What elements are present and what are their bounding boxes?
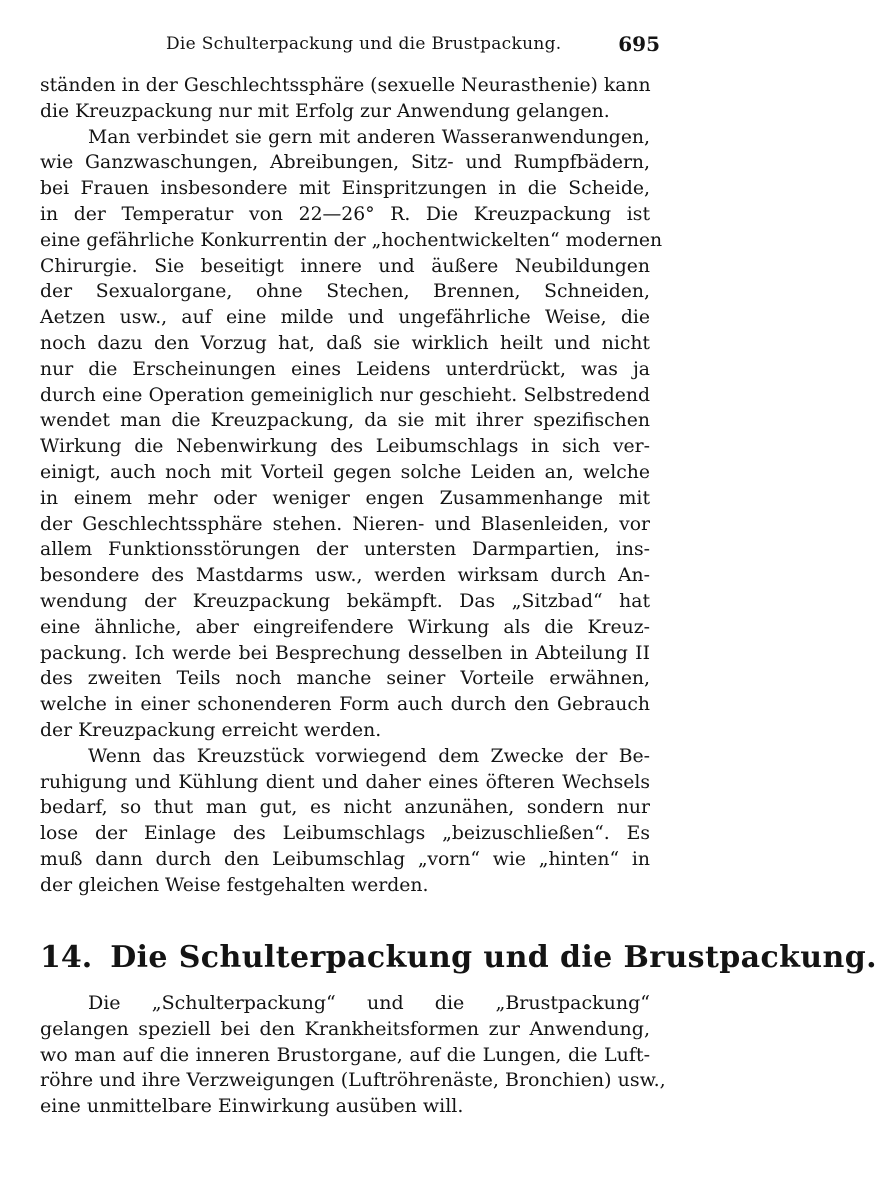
text-line: eine gefährliche Konkurrentin der „hochentwickelten“ modernen — [40, 229, 663, 251]
section-title: Die Schulterpackung und die Brustpackung. — [110, 940, 877, 975]
text-line: der Sexualorgane, ohne Stechen, Brennen, Schneiden, — [40, 281, 650, 303]
text-line: ruhigung und Kühlung dient und daher eines öfteren Wechsels — [40, 771, 650, 793]
text-line: ständen in der Geschlechtssphäre (sexuelle Neurasthenie) kann — [40, 75, 651, 96]
text-line: Aetzen usw., auf eine milde und ungefährliche Weise, die — [40, 307, 650, 329]
text-line: Wirkung die Nebenwirkung des Leibumschlags in sich ver- — [40, 436, 650, 458]
text-line: eine unmittelbare Einwirkung ausüben will. — [40, 1095, 464, 1118]
text-line: allem Funktionsstörungen der untersten Darmpartien, ins- — [40, 539, 650, 561]
text-line: durch eine Operation gemeiniglich nur geschieht. Selbstredend — [40, 384, 650, 406]
text-line: gelangen speziell bei den Krankheitsformen zur Anwendung, — [40, 1017, 650, 1040]
text-line: der Geschlechtssphäre stehen. Nieren- und Blasenleiden, vor — [40, 513, 650, 535]
text-line: packung. Ich werde bei Besprechung desselben in Abteilung II — [40, 642, 650, 664]
text-line: des zweiten Teils noch manche seiner Vorteile erwähnen, — [40, 668, 650, 690]
text-line: muß dann durch den Leibumschlag „vorn“ wie „hinten“ in — [40, 848, 650, 870]
text-line: Wenn das Kreuzstück vorwiegend dem Zwecke der Be- — [88, 745, 650, 767]
text-line: welche in einer schonenderen Form auch durch den Gebrauch — [40, 694, 650, 716]
text-line: wendung der Kreuzpackung bekämpft. Das „Sitzbad“ hat — [40, 590, 650, 612]
text-line: wie Ganzwaschungen, Abreibungen, Sitz- und Rumpfbädern, — [40, 152, 650, 174]
text-line: noch dazu den Vorzug hat, daß sie wirklich heilt und nicht — [40, 332, 650, 354]
running-head-title: Die Schulterpackung und die Brustpackung. — [166, 34, 562, 54]
section-number: 14. — [40, 940, 93, 975]
text-line: der gleichen Weise festgehalten werden. — [40, 874, 429, 896]
page-number: 695 — [618, 32, 660, 56]
text-line: bei Frauen insbesondere mit Einspritzungen in die Scheide, — [40, 178, 650, 200]
text-line: einigt, auch noch mit Vorteil gegen solche Leiden an, welche — [40, 461, 650, 483]
text-line: in einem mehr oder weniger engen Zusammenhange mit — [40, 487, 650, 509]
text-line: nur die Erscheinungen eines Leidens unterdrückt, was ja — [40, 358, 650, 380]
text-line: röhre und ihre Verzweigungen (Luftröhrenäste, Bronchien) usw., — [40, 1069, 666, 1092]
text-line: wendet man die Kreuzpackung, da sie mit ihrer spezifischen — [40, 410, 650, 432]
body-text — [40, 73, 663, 899]
text-line: besondere des Mastdarms usw., werden wirksam durch An- — [40, 565, 650, 587]
section-heading — [40, 940, 877, 984]
text-line: Man verbindet sie gern mit anderen Wasseranwendungen, — [88, 126, 650, 148]
text-line: die Kreuzpackung nur mit Erfolg zur Anwendung gelangen. — [40, 100, 610, 122]
text-line: lose der Einlage des Leibumschlags „beizuschließen“. Es — [40, 823, 650, 845]
text-line: bedarf, so thut man gut, es nicht anzunähen, sondern nur — [40, 797, 650, 819]
text-line: Die „Schulterpackung“ und die „Brustpackung“ — [88, 992, 650, 1014]
text-line: der Kreuzpackung erreicht werden. — [40, 719, 382, 741]
running-head — [40, 34, 660, 60]
text-line: eine ähnliche, aber eingreifendere Wirkung als die Kreuz- — [40, 616, 650, 638]
section-text — [40, 991, 666, 1120]
text-line: Chirurgie. Sie beseitigt innere und äußere Neubildungen — [40, 255, 650, 277]
text-line: wo man auf die inneren Brustorgane, auf die Lungen, die Luft- — [40, 1043, 650, 1066]
text-line: in der Temperatur von 22—26° R. Die Kreuzpackung ist — [40, 203, 650, 225]
